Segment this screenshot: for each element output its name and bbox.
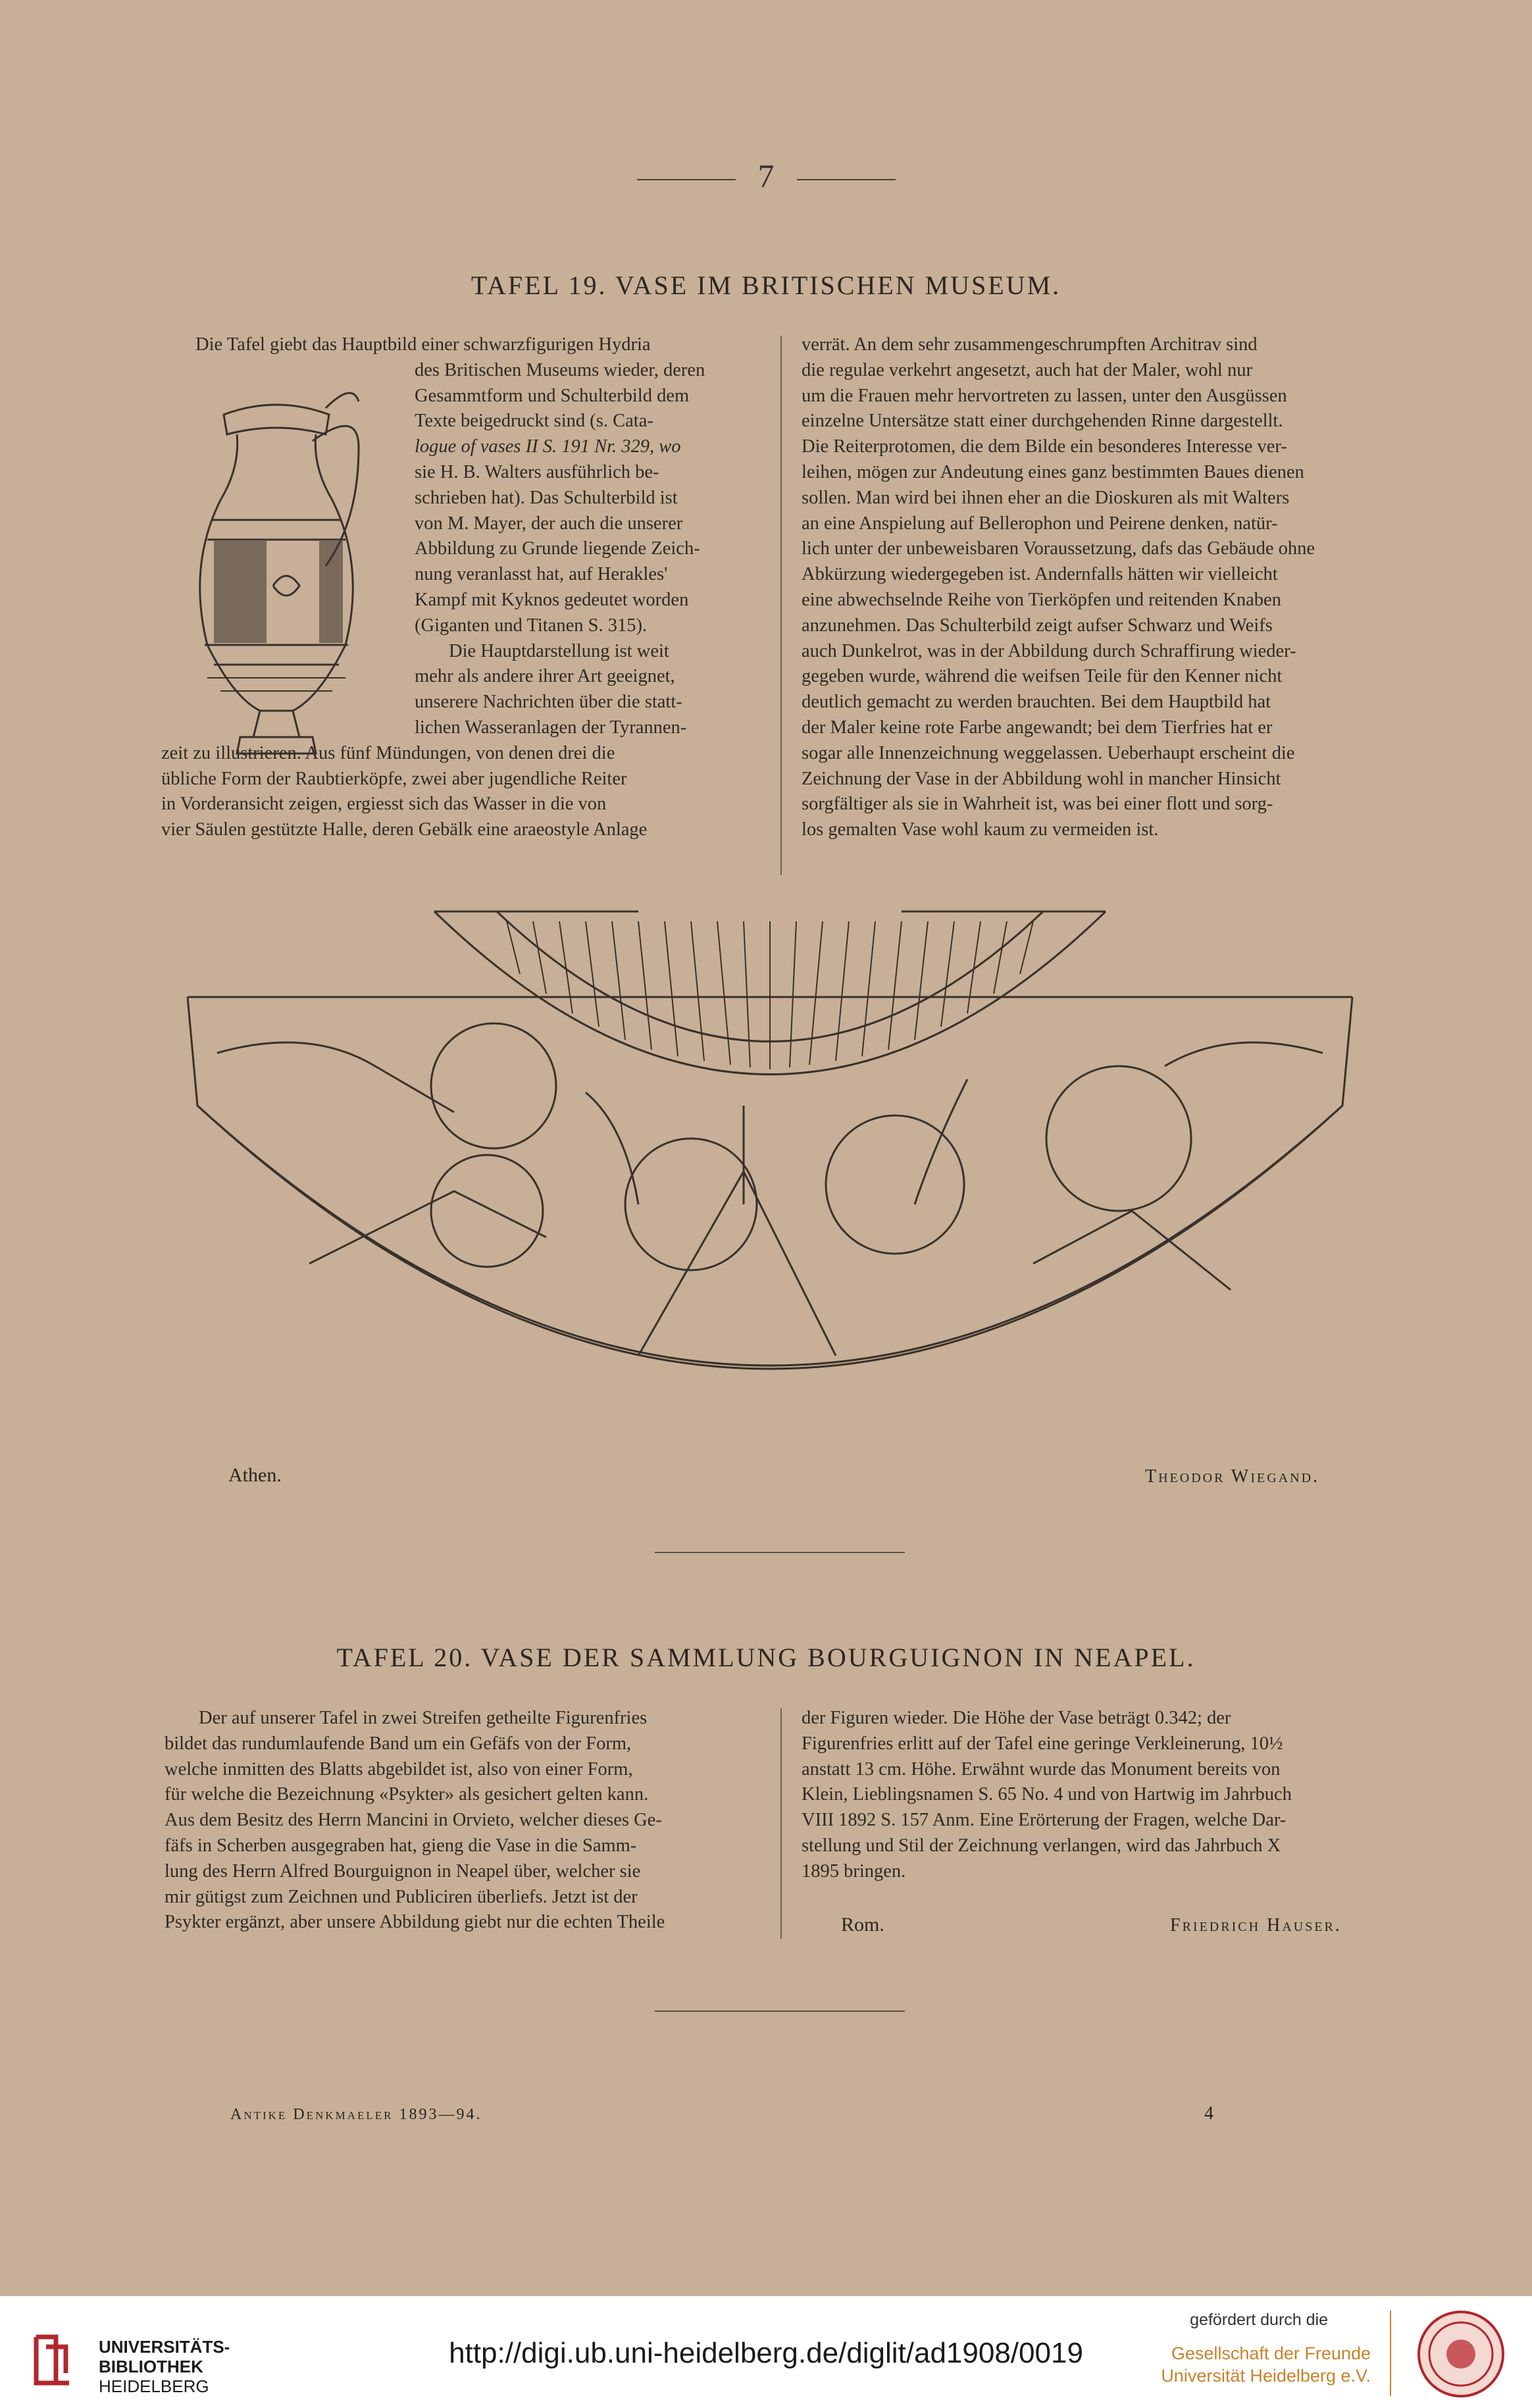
tafel19-author: Theodor Wiegand. [1145, 1466, 1320, 1487]
tafel19-left-line: Gesammtform und Schulterbild dem [415, 385, 690, 406]
tafel19-right-line: lich unter der unbeweisbaren Voraussetzung, dafs das Gebäude ohne [802, 538, 1315, 559]
library-name-line: BIBLIOTHEK [99, 2357, 203, 2376]
tafel19-right-line: sollen. Man wird bei ihnen eher an die Dioskuren als mit Walters [802, 487, 1290, 508]
tafel20-right-line: der Figuren wieder. Die Höhe der Vase beträgt 0.342; der [802, 1708, 1231, 1728]
tafel20-left-line: für welche die Bezeichnung «Psykter» als gesichert gelten kann. [165, 1784, 649, 1805]
tafel19-left-line: schrieben hat). Das Schulterbild ist [415, 487, 678, 508]
tafel19-left-line: (Giganten und Titanen S. 315). [415, 615, 648, 636]
tafel19-left-line: Kampf mit Kyknos gedeutet worden [415, 589, 689, 610]
tafel19-left-line: Die Tafel giebt das Hauptbild einer schwarzfigurigen Hydria [195, 334, 651, 355]
tafel20-right-line: stellung und Stil der Zeichnung verlangen, wird das Jahrbuch X [802, 1835, 1281, 1856]
tafel19-right-line: gegeben wurde, während die weifsen Teile für den Kenner nicht [802, 666, 1283, 687]
tafel20-left-line: mir gütigst zum Zeichnen und Publiciren überliefs. Jetzt ist der [165, 1886, 638, 1907]
tafel19-left-line: unserere Nachrichten über die statt- [415, 692, 682, 713]
digitization-banner [0, 2296, 1532, 2408]
tafel19-right-column [802, 332, 1385, 843]
tafel19-left-line: in Vorderansicht zeigen, ergiesst sich das Wasser in die von [161, 794, 607, 815]
signature-number: 4 [1204, 2103, 1213, 2124]
tafel19-right-line: auch Dunkelrot, was in der Abbildung durch Schraffirung wieder- [802, 640, 1296, 661]
tafel19-left-column [161, 332, 753, 843]
tafel20-left-line: lung des Herrn Alfred Bourguignon in Neapel über, welcher sie [165, 1860, 641, 1882]
tafel19-right-line: anzunehmen. Das Schulterbild zeigt aufser Schwarz und Weifs [802, 615, 1273, 636]
library-name-line: UNIVERSITÄTS- [99, 2337, 230, 2357]
tafel19-title: TAFEL 19. VASE IM BRITISCHEN MUSEUM. [471, 270, 1061, 300]
tafel20-title: TAFEL 20. VASE DER SAMMLUNG BOURGUIGNON IN NEAPEL. [336, 1643, 1196, 1672]
tafel20-right-line: 1895 bringen. [802, 1860, 906, 1882]
tafel20-right-column [802, 1706, 1385, 1885]
tafel19-left-line: vier Säulen gestützte Halle, deren Gebälk eine araeostyle Anlage [161, 819, 648, 840]
column-divider [780, 336, 782, 875]
tafel20-left-line: Der auf unserer Tafel in zwei Streifen getheilte Figurenfries [199, 1708, 648, 1728]
column-divider [780, 1708, 782, 1939]
tafel19-right-line: der Maler keine rote Farbe angewandt; bei dem Tierfries hat er [802, 717, 1273, 738]
tafel19-right-line: Abkürzung wiedergegeben ist. Andernfalls hätten wir vielleicht [802, 564, 1278, 585]
shoulder-frieze-illustration [178, 895, 1362, 1415]
tafel20-place: Rom. [841, 1914, 884, 1935]
page-number-rule-left [637, 179, 736, 180]
tafel20-right-line: anstatt 13 cm. Höhe. Erwähnt wurde das Monument bereits von [802, 1758, 1281, 1780]
tafel19-right-line: deutlich gemacht zu werden brauchten. Bei dem Hauptbild hat [802, 692, 1271, 713]
tafel19-left-line: des Britischen Museums wieder, deren [415, 359, 705, 380]
tafel19-left-line: logue of vases II S. 191 Nr. 329, wo [415, 436, 681, 457]
tafel19-left-line: übliche Form der Raubtierköpfe, zwei aber jugendliche Reiter [161, 768, 627, 789]
banner-divider [1390, 2311, 1391, 2396]
tafel19-right-line: die regulae verkehrt angesetzt, auch hat der Maler, wohl nur [802, 359, 1252, 380]
page-number [0, 157, 1532, 195]
tafel19-right-line: verrät. An dem sehr zusammengeschrumpften Architrav sind [802, 334, 1258, 355]
tafel19-right-line: sorgfältiger als sie in Wahrheit ist, was bei einer flott und sorg- [802, 794, 1273, 815]
tafel19-left-line: sie H. B. Walters ausführlich be- [415, 461, 659, 482]
tafel20-left-line: Psykter ergänzt, aber unsere Abbildung giebt nur die echten Theile [165, 1912, 665, 1933]
tafel19-left-line: Texte beigedruckt sind (s. Cata- [415, 411, 653, 432]
tafel20-left-line: Aus dem Besitz des Herrn Mancini in Orvieto, welcher dieses Ge- [165, 1810, 662, 1831]
sponsor-intro: gefördert durch die [1190, 2311, 1328, 2329]
tafel20-left-column [165, 1706, 753, 1935]
tafel20-left-line: bildet das rundumlaufende Band um ein Gefäfs von der Form, [165, 1733, 632, 1754]
tafel19-left-line: nung veranlasst hat, auf Herakles' [415, 564, 668, 585]
sponsor-name-line: Universität Heidelberg e.V. [1161, 2366, 1371, 2386]
tafel19-right-line: einzelne Untersätze statt einer durchgehenden Rinne dargestellt. [802, 411, 1283, 432]
tafel20-right-line: Klein, Lieblingsnamen S. 65 No. 4 und von Hartwig im Jahrbuch [802, 1784, 1292, 1805]
sponsor-name-line: Gesellschaft der Freunde [1171, 2344, 1371, 2363]
sponsor-name [1161, 2342, 1371, 2387]
university-seal-icon [1415, 2308, 1507, 2400]
tafel19-right-line: los gemalten Vase wohl kaum zu vermeiden ist. [802, 819, 1159, 840]
tafel20-right-line: Figurenfries erlitt auf der Tafel eine geringe Verkleinerung, 10½ [802, 1733, 1283, 1754]
tafel20-left-line: welche inmitten des Blatts abgebildet ist, also von einer Form, [165, 1758, 633, 1780]
tafel20-right-line: VIII 1892 S. 157 Anm. Eine Erörterung der Fragen, welche Dar- [802, 1810, 1287, 1831]
page-number-rule-right [797, 179, 896, 180]
tafel19-right-line: Die Reiterprotomen, die dem Bilde ein besonderes Interesse ver- [802, 436, 1287, 457]
tafel19-left-line: mehr als andere ihrer Art geeignet, [415, 666, 675, 687]
tafel19-place: Athen. [228, 1464, 282, 1486]
tafel20-author: Friedrich Hauser. [1170, 1915, 1342, 1935]
tafel20-left-line: fäfs in Scherben ausgegraben hat, gieng die Vase in die Samm- [165, 1835, 637, 1856]
tafel19-left-line: von M. Mayer, der auch die unserer [415, 513, 683, 534]
section-divider [655, 2011, 905, 2012]
tafel19-right-line: sogar alle Innenzeichnung weggelassen. Ueberhaupt erscheint die [802, 742, 1295, 763]
permalink-url[interactable]: http://digi.ub.uni-heidelberg.de/diglit/ad1908/0019 [449, 2337, 1083, 2369]
tafel19-right-line: eine abwechselnde Reihe von Tierköpfen und reitenden Knaben [802, 589, 1281, 610]
tafel19-right-line: um die Frauen mehr hervortreten zu lassen, unter den Ausgüssen [802, 385, 1287, 406]
tafel19-right-line: Zeichnung der Vase in der Abbildung wohl in mancher Hinsicht [802, 768, 1281, 789]
tafel19-left-line: lichen Wasseranlagen der Tyrannen- [415, 717, 687, 738]
tafel19-left-line: Die Hauptdarstellung ist weit [449, 640, 669, 661]
tafel19-right-line: an eine Anspielung auf Bellerophon und Peirene denken, natür- [802, 513, 1278, 534]
tafel19-right-line: leihen, mögen zur Andeutung eines ganz bestimmten Baues dienen [802, 461, 1304, 482]
tafel19-left-line: zeit zu illustrieren. Aus fünf Mündungen, von denen drei die [161, 742, 615, 763]
tafel19-left-line: Abbildung zu Grunde liegende Zeich- [415, 538, 700, 559]
section-divider [655, 1552, 905, 1553]
page-number-text: 7 [757, 157, 775, 194]
series-footer: Antike Denkmaeler 1893—94. [230, 2106, 482, 2123]
library-name-line: HEIDELBERG [99, 2376, 209, 2396]
